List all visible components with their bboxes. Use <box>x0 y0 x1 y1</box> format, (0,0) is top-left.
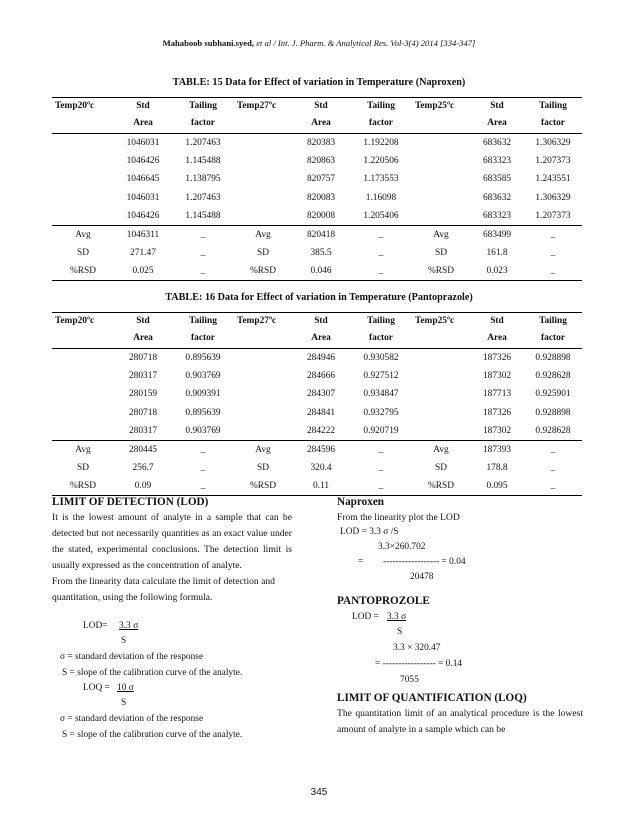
table-cell: 284222 <box>306 426 336 436</box>
table16-body <box>52 349 582 496</box>
table-cell: _ <box>378 229 384 240</box>
table-row <box>52 207 582 225</box>
pantoprazole-lod-label: LOD = <box>352 612 379 622</box>
table-cell: 683632 <box>482 192 512 203</box>
table-cell: 284841 <box>306 407 336 418</box>
hdr-area: Area <box>133 118 153 128</box>
lod-formula-numerator: 3.3 σ <box>119 621 139 631</box>
table-cell: 187302 <box>482 426 512 436</box>
table-cell: Avg <box>433 229 449 240</box>
header-author: Mahaboob subhani.syed, <box>162 38 255 48</box>
table16 <box>52 312 582 496</box>
hdr-std: Std <box>490 101 504 111</box>
table-cell: 0.903769 <box>185 426 221 436</box>
table-row <box>52 385 582 403</box>
table-cell: 0.930582 <box>363 352 399 363</box>
table-cell: 1.192208 <box>363 137 399 148</box>
table-cell: 0.927512 <box>363 371 399 382</box>
hdr-area: Area <box>487 333 507 343</box>
table-cell <box>52 404 114 422</box>
pantoprazole-numerator: 3.3 × 320.47 <box>393 643 441 653</box>
table-cell <box>412 367 470 385</box>
table-cell <box>412 385 470 403</box>
lod-heading: LIMIT OF DETECTION (LOD) <box>52 496 209 508</box>
table-cell: 0.09 <box>134 481 152 492</box>
table-cell: 0.11 <box>312 481 330 492</box>
table16-header-tailing-3 <box>524 313 582 349</box>
table-cell: 1.207373 <box>535 211 571 221</box>
table-cell: 284946 <box>306 352 336 363</box>
table-row <box>52 170 582 188</box>
table-row <box>52 262 582 280</box>
table15-caption: TABLE: 15 Data for Effect of variation in Temperature (Naproxen) <box>172 77 466 88</box>
table-cell: 320.4 <box>310 463 332 474</box>
table-cell: 820757 <box>306 174 336 185</box>
table-cell: 187393 <box>482 444 512 455</box>
lod-formula-intro: From the linearity data calculate the limit of detection and quantitation, using the following formula. <box>52 576 275 603</box>
lod-formula-label: LOD= <box>83 621 108 631</box>
table16-header-row <box>52 313 582 349</box>
table16-header-tailing-2 <box>350 313 412 349</box>
hdr-factor: factor <box>541 333 565 343</box>
table-row <box>52 477 582 495</box>
table-row <box>52 189 582 207</box>
table-cell: 280445 <box>128 444 158 455</box>
slope-definition-1: S = slope of the calibration curve of the analyte. <box>62 668 243 678</box>
table-cell: Avg <box>255 444 271 455</box>
table16-header-tailing-1 <box>172 313 234 349</box>
table-row <box>52 367 582 385</box>
hdr-tailing: Tailing <box>189 316 217 326</box>
naproxen-block <box>337 494 583 526</box>
table-cell <box>234 385 292 403</box>
table-cell <box>52 170 114 188</box>
table-cell: 1.16098 <box>365 192 397 203</box>
table-cell: 280317 <box>128 426 158 436</box>
table-cell <box>234 349 292 367</box>
table-cell: 0.932795 <box>363 407 399 418</box>
pantoprazole-denominator: 7055 <box>400 675 419 685</box>
table-cell: 1046426 <box>126 156 160 167</box>
table-cell: 0.928628 <box>535 371 571 382</box>
table-cell: _ <box>378 248 384 259</box>
table-cell: %RSD <box>427 266 455 277</box>
table-cell: 683585 <box>482 174 512 185</box>
table-cell: _ <box>378 444 384 455</box>
header-citation: et al / Int. J. Pharm. & Analytical Res. Vol-3(4) 2014 [334-347] <box>256 38 476 48</box>
sigma-definition-1: σ = standard deviation of the response <box>60 652 204 662</box>
table-cell: 284596 <box>306 444 336 455</box>
table-cell: Avg <box>75 444 91 455</box>
table-cell: %RSD <box>249 481 277 492</box>
table-cell: 0.925901 <box>535 389 571 400</box>
table-cell: 1046031 <box>126 192 160 203</box>
running-header <box>0 38 638 48</box>
pantoprazole-numerator-sigma: 3.3 σ <box>387 612 407 622</box>
table-cell: 0.928898 <box>535 352 571 363</box>
table-cell: 1.145488 <box>185 156 221 167</box>
table-cell <box>412 152 470 170</box>
table-cell: _ <box>200 248 206 259</box>
table-cell: 187326 <box>482 352 512 363</box>
left-column <box>52 494 292 606</box>
table-cell: 1.173553 <box>363 174 399 185</box>
table-cell: 1.306329 <box>535 192 571 203</box>
table-cell: 280317 <box>128 371 158 382</box>
table-cell: _ <box>378 463 384 474</box>
table-cell: 1.220506 <box>363 156 399 167</box>
table-cell: 683499 <box>482 229 512 240</box>
table-cell: 0.928898 <box>535 407 571 418</box>
table16-header-std-area-3 <box>470 313 524 349</box>
table-cell <box>52 349 114 367</box>
table-cell <box>234 152 292 170</box>
table15-header-temp20: Temp20ºc <box>55 101 95 111</box>
loq-heading: LIMIT OF QUANTIFICATION (LOQ) <box>337 692 527 704</box>
table-cell: _ <box>550 229 556 240</box>
table-cell: 0.046 <box>310 266 332 277</box>
table-cell: _ <box>200 481 206 492</box>
table15-header-temp25: Temp25ºc <box>415 101 455 111</box>
table-cell: 820418 <box>306 229 336 240</box>
table-row <box>52 422 582 440</box>
table-cell: 0.025 <box>132 266 154 277</box>
hdr-area: Area <box>311 118 331 128</box>
page-number: 345 <box>310 787 328 798</box>
table-cell: 0.920719 <box>363 426 399 436</box>
pantoprazole-heading: PANTOPROZOLE <box>337 595 430 607</box>
table-row <box>52 225 582 243</box>
table-cell: _ <box>550 266 556 277</box>
table-cell: 280159 <box>128 389 158 400</box>
table-cell: 1.205406 <box>363 211 399 221</box>
table15-header-row <box>52 98 582 134</box>
hdr-std: Std <box>314 316 328 326</box>
table-cell: %RSD <box>69 481 97 492</box>
table-row <box>52 134 582 152</box>
table-cell: 820863 <box>306 156 336 167</box>
loq-definition: The quantitation limit of an analytical procedure is the lowest amount of analyte in a sample which can be <box>337 708 583 735</box>
table-cell <box>234 367 292 385</box>
table-cell <box>234 404 292 422</box>
hdr-tailing: Tailing <box>367 316 395 326</box>
table-cell: 0.095 <box>486 481 508 492</box>
slope-definition-2: S = slope of the calibration curve of the analyte. <box>62 730 243 740</box>
table-cell: 187302 <box>482 371 512 382</box>
table-cell: 0.909391 <box>185 389 221 400</box>
naproxen-result: ------------------ = 0.04 <box>383 557 466 567</box>
table-cell <box>412 134 470 152</box>
table-row <box>52 152 582 170</box>
table-row <box>52 244 582 262</box>
table-cell: _ <box>200 266 206 277</box>
table-cell: _ <box>550 481 556 492</box>
table-cell: _ <box>378 266 384 277</box>
table-cell: 683323 <box>482 156 512 167</box>
table-cell: 161.8 <box>486 248 508 259</box>
hdr-factor: factor <box>191 333 215 343</box>
table-cell <box>234 170 292 188</box>
table-cell: _ <box>200 463 206 474</box>
table-cell <box>412 189 470 207</box>
table-cell: 0.023 <box>486 266 508 277</box>
table-row <box>52 459 582 477</box>
table15-header-std-area-3 <box>470 98 524 134</box>
hdr-factor: factor <box>191 118 215 128</box>
table-cell <box>234 134 292 152</box>
table-row <box>52 349 582 367</box>
table-cell: SD <box>257 463 269 474</box>
table-cell: 284666 <box>306 371 336 382</box>
table15-header-std-area-2 <box>292 98 350 134</box>
table-cell <box>52 134 114 152</box>
table16-caption: TABLE: 16 Data for Effect of variation in Temperature (Pantoprazole) <box>165 292 473 303</box>
table-cell: 683632 <box>482 137 512 148</box>
table-cell <box>52 367 114 385</box>
table-cell: 820008 <box>306 211 336 221</box>
table-cell: 1.207463 <box>185 137 221 148</box>
table-cell: _ <box>550 444 556 455</box>
table-cell: _ <box>550 463 556 474</box>
table-cell: 256.7 <box>132 463 154 474</box>
hdr-tailing: Tailing <box>189 101 217 111</box>
table-row <box>52 440 582 458</box>
table-cell <box>52 422 114 440</box>
hdr-tailing: Tailing <box>539 316 567 326</box>
table-cell: %RSD <box>69 266 97 277</box>
table-cell <box>234 422 292 440</box>
table-cell <box>234 207 292 225</box>
table-cell: 187326 <box>482 407 512 418</box>
table-cell: SD <box>257 248 269 259</box>
hdr-std: Std <box>490 316 504 326</box>
table-cell: Avg <box>433 444 449 455</box>
table-cell: SD <box>77 463 89 474</box>
hdr-std: Std <box>136 316 150 326</box>
table-cell: 0.903769 <box>185 371 221 382</box>
hdr-area: Area <box>311 333 331 343</box>
table-cell: _ <box>550 248 556 259</box>
table-cell: 284307 <box>306 389 336 400</box>
table-cell: SD <box>435 248 447 259</box>
hdr-factor: factor <box>369 333 393 343</box>
naproxen-equals: = <box>358 557 364 567</box>
table-cell: 683323 <box>482 211 512 221</box>
table-cell <box>52 152 114 170</box>
table-cell: Avg <box>255 229 271 240</box>
lod-definition: It is the lowest amount of analyte in a sample that can be detected but not necessarily quantities as an exact value under the stated, experimental conclusions. The detection limit is usually expressed as the concentration of analyte. <box>52 512 292 571</box>
table-cell: _ <box>200 444 206 455</box>
naproxen-heading: Naproxen <box>337 496 385 508</box>
pantoprazole-denominator-s: S <box>397 627 403 637</box>
table-cell: 280718 <box>128 407 158 418</box>
table16-header-temp27: Temp27ºc <box>237 316 277 326</box>
table-cell: %RSD <box>427 481 455 492</box>
table15 <box>52 97 582 281</box>
pantoprazole-result: = ----------------- = 0.14 <box>375 659 463 669</box>
naproxen-intro: From the linearity plot the LOD <box>337 512 460 523</box>
table-cell: 1.138795 <box>185 174 221 185</box>
table-cell <box>52 189 114 207</box>
naproxen-denominator: 20478 <box>410 572 434 582</box>
table-cell: SD <box>435 463 447 474</box>
naproxen-lod-formula: LOD = 3.3 σ /S <box>340 527 399 537</box>
table15-header-temp27: Temp27ºc <box>237 101 277 111</box>
loq-formula-denominator: S <box>121 698 127 708</box>
table-cell <box>52 207 114 225</box>
loq-block <box>337 690 583 738</box>
table-cell: 385.5 <box>310 248 332 259</box>
table15-header-tailing-1 <box>172 98 234 134</box>
table-cell <box>412 170 470 188</box>
table-cell: 178.8 <box>486 463 508 474</box>
table-cell: 1046645 <box>126 174 160 185</box>
loq-formula-numerator: 10 σ <box>117 683 134 693</box>
table-row <box>52 404 582 422</box>
table-cell: 820383 <box>306 137 336 148</box>
table15-header-std-area-1 <box>114 98 172 134</box>
hdr-area: Area <box>133 333 153 343</box>
table-cell: %RSD <box>249 266 277 277</box>
hdr-std: Std <box>136 101 150 111</box>
table-cell <box>412 349 470 367</box>
table-cell: 1.145488 <box>185 211 221 221</box>
table15-body <box>52 134 582 281</box>
table-cell <box>412 422 470 440</box>
table-cell: 1046426 <box>126 211 160 221</box>
lod-formula-denominator: S <box>121 636 127 646</box>
table-cell: 1.243551 <box>535 174 571 185</box>
sigma-definition-2: σ = standard deviation of the response <box>60 714 204 724</box>
hdr-std: Std <box>314 101 328 111</box>
table-cell: 1.207373 <box>535 156 571 167</box>
table-cell <box>234 189 292 207</box>
table16-header-std-area-2 <box>292 313 350 349</box>
hdr-factor: factor <box>369 118 393 128</box>
naproxen-numerator: 3.3×260.702 <box>378 542 426 552</box>
table-cell: 271.47 <box>130 248 156 259</box>
table-cell <box>412 404 470 422</box>
table15-header-tailing-2 <box>350 98 412 134</box>
table-cell: 0.895639 <box>185 407 221 418</box>
hdr-tailing: Tailing <box>539 101 567 111</box>
table15-header-tailing-3 <box>524 98 582 134</box>
table-cell: _ <box>378 481 384 492</box>
table-cell: SD <box>77 248 89 259</box>
table-cell: 1.306329 <box>535 137 571 148</box>
table-cell: 0.895639 <box>185 352 221 363</box>
loq-formula-label: LOQ = <box>83 683 110 693</box>
table16-header-std-area-1 <box>114 313 172 349</box>
table-cell: 820083 <box>306 192 336 203</box>
table-cell: 1046311 <box>126 229 160 240</box>
table-cell <box>412 207 470 225</box>
table-cell: 0.934847 <box>363 389 399 400</box>
table-cell <box>52 385 114 403</box>
table-cell: _ <box>200 229 206 240</box>
table-cell: 280718 <box>128 352 158 363</box>
table-cell: 1046031 <box>126 137 160 148</box>
hdr-tailing: Tailing <box>367 101 395 111</box>
table-cell: 187713 <box>482 389 512 400</box>
table16-header-temp25: Temp25ºc <box>415 316 455 326</box>
table-cell: 0.928628 <box>535 426 571 436</box>
hdr-area: Area <box>487 118 507 128</box>
hdr-factor: factor <box>541 118 565 128</box>
table-cell: 1.207463 <box>185 192 221 203</box>
table16-header-temp20: Temp20ºc <box>55 316 95 326</box>
table-cell: Avg <box>75 229 91 240</box>
pantoprazole-block <box>337 593 583 609</box>
